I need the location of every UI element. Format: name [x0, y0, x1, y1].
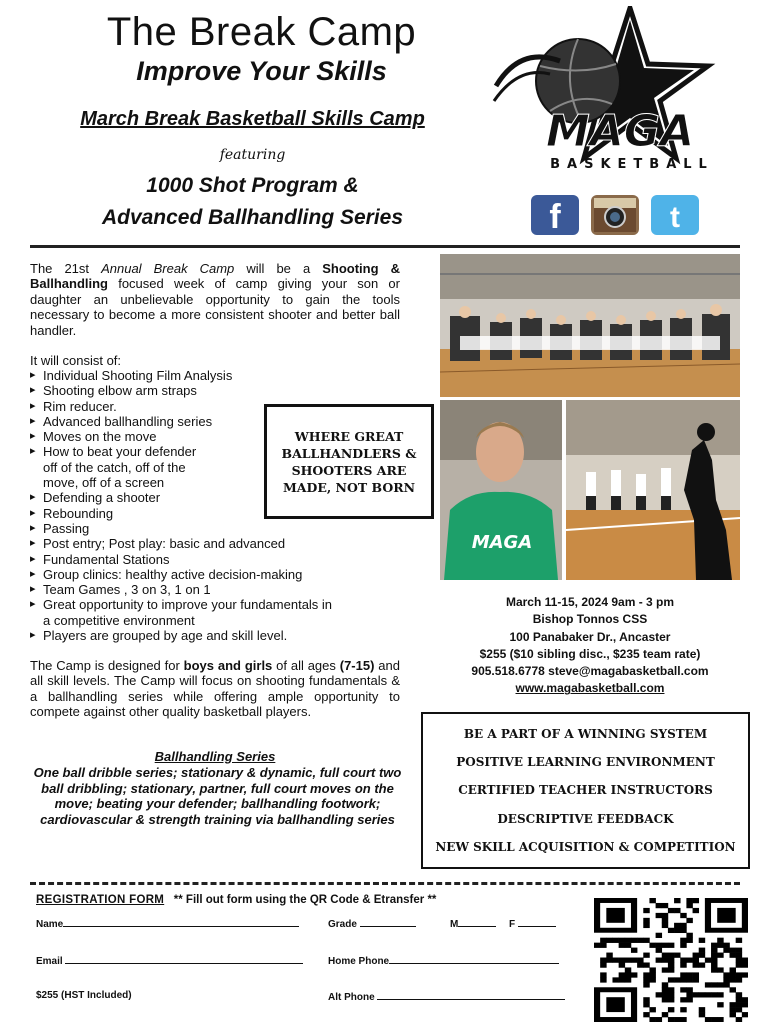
registration-note: ** Fill out form using the QR Code & Etransfer **: [173, 894, 437, 906]
qr-module: [723, 982, 729, 987]
feature-item: BE A PART OF A WINNING SYSTEM: [463, 727, 708, 742]
qr-module: [693, 992, 699, 997]
qr-module: [668, 953, 674, 958]
list-item: [30, 368, 332, 383]
qr-module: [686, 997, 692, 1002]
qr-module: [649, 967, 655, 972]
qr-module: [643, 923, 649, 928]
motto-callout: [264, 404, 434, 519]
qr-module: [649, 977, 655, 982]
qr-module: [686, 958, 692, 963]
logo-text: MAGA: [545, 106, 695, 157]
qr-module: [674, 928, 680, 933]
qr-module: [631, 958, 637, 963]
motto-line: WHERE GREAT: [294, 428, 404, 444]
camp-contact: 905.518.6778 steve@magabasketball.com: [471, 664, 709, 679]
list-item: [30, 552, 332, 567]
qr-module: [711, 1017, 717, 1022]
alt-phone-field[interactable]: [328, 990, 565, 1003]
qr-module: [637, 958, 643, 963]
desc-audience: boys and girls: [183, 658, 273, 673]
list-item-text: ▸ Great opportunity to improve your fundamentals in: [43, 597, 333, 613]
qr-module: [723, 972, 729, 977]
qr-module: [717, 953, 723, 958]
qr-module: [643, 972, 649, 977]
f-label: F: [509, 919, 516, 930]
qr-module: [674, 1017, 680, 1022]
qr-module: [662, 918, 668, 923]
qr-module: [606, 938, 612, 943]
motto-line: MADE, NOT BORN: [282, 479, 416, 495]
qr-module: [612, 977, 618, 982]
camp-info: [430, 594, 750, 698]
qr-module: [705, 992, 711, 997]
qr-module: [699, 962, 705, 967]
qr-module: [680, 987, 686, 992]
qr-module: [625, 938, 631, 943]
motto-line: SHOOTERS ARE: [291, 462, 407, 478]
intro-text: The 21st: [30, 261, 102, 276]
qr-module: [717, 1017, 723, 1022]
qr-module: [625, 958, 631, 963]
qr-module: [631, 938, 637, 943]
qr-module: [662, 903, 668, 908]
svg-text:t: t: [670, 201, 680, 234]
feature-item: CERTIFIED TEACHER INSTRUCTORS: [458, 783, 713, 798]
qr-code[interactable]: [594, 898, 748, 1022]
consist-label: It will consist of:: [30, 353, 122, 368]
qr-module: [680, 962, 686, 967]
ballhandling-text: One ball dribble series; stationary & dynamic, full court two ball dribbling; stationary, partner, full court moves on the move; beating your defender; ballhandling footwork; cardiovascular & strength training via ballhandling series: [33, 765, 402, 827]
features-box: [421, 712, 750, 869]
qr-module: [643, 982, 649, 987]
camp-dates: March 11-15, 2024 9am - 3 pm: [505, 595, 675, 609]
list-item: [30, 536, 332, 551]
qr-module: [619, 938, 625, 943]
list-item-text: ▸ Team Games , 3 on 3, 1 on 1: [43, 582, 211, 598]
grade-label: Grade: [328, 919, 357, 930]
qr-module: [662, 913, 668, 918]
list-item: [30, 582, 332, 597]
qr-module: [668, 928, 674, 933]
qr-module: [668, 1007, 674, 1012]
email-label: Email: [36, 956, 63, 967]
qr-module: [736, 977, 742, 982]
qr-module: [736, 1007, 742, 1012]
coach-photo: [440, 400, 562, 580]
qr-module: [723, 977, 729, 982]
qr-module: [600, 972, 606, 977]
maga-basketball-logo: [490, 6, 750, 176]
qr-module: [656, 948, 662, 953]
qr-module: [619, 977, 625, 982]
intro-text: focused week of camp giving your son or daughter an unbelievable opportunity to gain the tools necessary to become a more consistent shooter and better ball handler.: [30, 276, 400, 338]
email-field[interactable]: [36, 954, 303, 967]
m-label: M: [450, 919, 459, 930]
home-phone-label: Home Phone: [328, 956, 390, 967]
instagram-icon[interactable]: [591, 195, 639, 235]
qr-module: [736, 1002, 742, 1007]
qr-module: [619, 943, 625, 948]
qr-module: [742, 1012, 748, 1017]
camp-venue: Bishop Tonnos CSS: [532, 612, 648, 627]
qr-module: [680, 928, 686, 933]
qr-module: [668, 992, 674, 997]
ballhandling-title: Ballhandling Series: [154, 749, 276, 764]
qr-module: [717, 992, 723, 997]
qr-module: [649, 943, 655, 948]
intro-focus: Shooting & Ballhandling: [30, 261, 400, 292]
qr-module: [730, 1002, 736, 1007]
qr-module: [656, 992, 662, 997]
qr-module: [643, 977, 649, 982]
qr-module: [711, 962, 717, 967]
qr-module: [680, 938, 686, 943]
list-item-text: ▸ Individual Shooting Film Analysis: [43, 368, 233, 383]
camp-name: March Break Basketball Skills Camp: [80, 108, 425, 130]
qr-module: [736, 953, 742, 958]
qr-module: [736, 972, 742, 977]
qr-module: [606, 908, 624, 923]
qr-module: [643, 962, 649, 967]
qr-module: [631, 972, 637, 977]
qr-module: [699, 1012, 705, 1017]
qr-module: [662, 997, 668, 1002]
alt-phone-label: Alt Phone: [328, 992, 375, 1003]
group-photo: [440, 254, 740, 397]
qr-module: [693, 953, 699, 958]
qr-module: [693, 908, 699, 913]
qr-module: [625, 967, 631, 972]
program-line-1: 1000 Shot Program &: [146, 174, 359, 197]
qr-module: [668, 977, 674, 982]
qr-module: [699, 948, 705, 953]
action-photo: [566, 400, 740, 580]
qr-module: [643, 908, 649, 913]
qr-module: [674, 977, 680, 982]
qr-module: [693, 977, 699, 982]
qr-module: [668, 943, 674, 948]
registration-title: REGISTRATION FORM: [36, 894, 165, 906]
qr-module: [736, 948, 742, 953]
qr-module: [668, 962, 674, 967]
list-item: [30, 521, 332, 536]
qr-module: [717, 943, 723, 948]
list-item-text: ▸ Players are grouped by age and skill level.: [43, 628, 288, 644]
list-item-text: off of the catch, off of the: [43, 459, 186, 475]
qr-module: [730, 967, 736, 972]
qr-module: [662, 992, 668, 997]
program-line-2: Advanced Ballhandling Series: [101, 206, 404, 229]
camp-price: $255 ($10 sibling disc., $235 team rate): [479, 646, 701, 661]
shirt-logo: MAGA: [471, 532, 533, 553]
qr-module: [736, 997, 742, 1002]
qr-module: [600, 958, 606, 963]
svg-text:f: f: [549, 198, 561, 235]
qr-module: [662, 982, 668, 987]
qr-module: [711, 953, 717, 958]
qr-module: [711, 982, 717, 987]
qr-module: [693, 962, 699, 967]
qr-module: [643, 953, 649, 958]
home-phone-field[interactable]: [328, 954, 559, 967]
intro-camp-name: Annual Break Camp: [101, 261, 235, 276]
list-item-text: ▸ Post entry; Post play: basic and advanced: [43, 536, 286, 552]
qr-module: [711, 958, 717, 963]
qr-module: [686, 977, 692, 982]
page-subtitle: Improve Your Skills: [136, 56, 387, 86]
qr-module: [662, 943, 668, 948]
qr-module: [730, 948, 736, 953]
qr-module: [680, 1007, 686, 1012]
qr-module: [674, 953, 680, 958]
list-item-text: ▸ Rebounding: [43, 505, 114, 521]
qr-module: [699, 1007, 705, 1012]
qr-module: [668, 958, 674, 963]
qr-module: [619, 962, 625, 967]
list-item-text: ▸ Rim reducer.: [43, 398, 117, 414]
qr-module: [625, 977, 631, 982]
desc-text: and all skill levels. The Camp will focus on shooting fundamentals & a ballhandling series while offering ample opportunity to compete against other quality basketball players.: [30, 658, 400, 720]
qr-module: [742, 1002, 748, 1007]
qr-module: [693, 898, 699, 903]
qr-module: [656, 903, 662, 908]
qr-module: [736, 1017, 742, 1022]
qr-module: [662, 987, 668, 992]
list-item-text: ▸ Fundamental Stations: [43, 551, 170, 567]
qr-module: [730, 1007, 736, 1012]
list-item-text: move, off of a screen: [43, 475, 165, 491]
qr-module: [686, 972, 692, 977]
qr-module: [680, 1017, 686, 1022]
qr-module: [699, 938, 705, 943]
qr-module: [723, 943, 729, 948]
qr-module: [705, 1017, 711, 1022]
qr-module: [668, 987, 674, 992]
qr-module: [637, 962, 643, 967]
fee-label: $255 (HST Included): [36, 990, 132, 1001]
qr-module: [742, 958, 748, 963]
qr-module: [643, 918, 649, 923]
page-title: The Break Camp: [106, 10, 417, 54]
qr-module: [730, 953, 736, 958]
qr-module: [711, 992, 717, 997]
qr-module: [717, 967, 723, 972]
qr-module: [625, 972, 631, 977]
qr-module: [600, 977, 606, 982]
qr-module: [674, 908, 680, 913]
list-item-text: ▸ How to beat your defender: [43, 444, 197, 460]
qr-module: [705, 958, 711, 963]
website-link[interactable]: www.magabasketball.com: [515, 681, 665, 696]
qr-module: [612, 958, 618, 963]
list-item: [30, 383, 332, 398]
qr-module: [686, 903, 692, 908]
qr-module: [619, 958, 625, 963]
qr-module: [662, 967, 668, 972]
qr-module: [612, 938, 618, 943]
gender-m-field[interactable]: [450, 917, 496, 930]
qr-module: [656, 1017, 662, 1022]
list-item-text: ▸ Moves on the move: [43, 429, 157, 445]
feature-item: DESCRIPTIVE FEEDBACK: [497, 811, 674, 826]
qr-module: [631, 948, 637, 953]
qr-module: [717, 1002, 723, 1007]
twitter-icon[interactable]: [651, 195, 699, 235]
name-label: Name: [36, 919, 64, 930]
qr-module: [643, 938, 649, 943]
qr-module: [619, 972, 625, 977]
list-item-text: ▸ Group clinics: healthy active decision-making: [43, 566, 303, 582]
camp-address: 100 Panabaker Dr., Ancaster: [509, 629, 671, 644]
qr-module: [736, 938, 742, 943]
qr-module: [668, 967, 674, 972]
qr-module: [680, 997, 686, 1002]
qr-module: [711, 948, 717, 953]
qr-module: [693, 972, 699, 977]
intro-text: will be a: [234, 261, 323, 276]
list-item: [30, 597, 332, 628]
qr-module: [643, 1012, 649, 1017]
logo-subtext: BASKETBALL: [550, 157, 714, 172]
qr-module: [742, 962, 748, 967]
qr-module: [668, 908, 674, 913]
qr-module: [742, 997, 748, 1002]
list-item-text: ▸ Passing: [43, 520, 90, 536]
qr-module: [662, 1012, 668, 1017]
qr-module: [699, 953, 705, 958]
qr-module: [674, 898, 680, 903]
qr-module: [686, 918, 692, 923]
registration-header: [36, 894, 436, 906]
qr-module: [662, 953, 668, 958]
qr-module: [742, 972, 748, 977]
list-item: [30, 567, 332, 582]
qr-module: [656, 943, 662, 948]
qr-module: [656, 913, 662, 918]
list-item-text: ▸ Shooting elbow arm straps: [43, 383, 197, 399]
desc-ages: (7-15): [339, 658, 375, 673]
qr-module: [705, 982, 711, 987]
qr-module: [717, 938, 723, 943]
qr-module: [717, 908, 735, 923]
qr-module: [680, 977, 686, 982]
qr-module: [649, 1007, 655, 1012]
qr-module: [606, 958, 612, 963]
qr-module: [686, 987, 692, 992]
qr-module: [693, 958, 699, 963]
qr-module: [686, 898, 692, 903]
qr-module: [680, 972, 686, 977]
grade-field[interactable]: [328, 917, 416, 930]
qr-module: [656, 933, 662, 938]
header-divider: [30, 245, 740, 248]
list-item: [30, 628, 332, 643]
qr-module: [730, 977, 736, 982]
qr-module: [606, 953, 612, 958]
qr-module: [736, 958, 742, 963]
qr-module: [662, 923, 668, 928]
qr-module: [649, 972, 655, 977]
qr-module: [699, 992, 705, 997]
featuring-label: featuring: [219, 147, 286, 163]
qr-module: [680, 913, 686, 918]
qr-module: [686, 938, 692, 943]
qr-module: [680, 943, 686, 948]
list-item-text: ▸ Advanced ballhandling series: [43, 413, 213, 429]
camp-description: [30, 658, 400, 720]
qr-module: [680, 958, 686, 963]
qr-module: [643, 997, 649, 1002]
qr-module: [668, 997, 674, 1002]
qr-module: [686, 933, 692, 938]
list-item-text: a competitive environment: [43, 612, 195, 628]
qr-module: [717, 982, 723, 987]
qr-module: [594, 943, 600, 948]
qr-module: [686, 992, 692, 997]
qr-module: [656, 958, 662, 963]
qr-module: [674, 923, 680, 928]
qr-module: [730, 1012, 736, 1017]
qr-module: [723, 948, 729, 953]
feature-item: POSITIVE LEARNING ENVIRONMENT: [456, 755, 715, 770]
feature-item: NEW SKILL ACQUISITION & COMPETITION: [435, 839, 736, 854]
qr-module: [606, 997, 624, 1012]
qr-module: [730, 987, 736, 992]
qr-module: [736, 962, 742, 967]
qr-module: [625, 943, 631, 948]
desc-text: of all ages: [272, 658, 340, 673]
qr-module: [680, 923, 686, 928]
cut-line: [30, 882, 740, 885]
name-field[interactable]: [36, 917, 299, 930]
desc-text: The Camp is designed for: [30, 658, 184, 673]
qr-module: [600, 938, 606, 943]
qr-module: [643, 1002, 649, 1007]
qr-module: [662, 958, 668, 963]
qr-module: [668, 1017, 674, 1022]
qr-module: [730, 972, 736, 977]
facebook-icon[interactable]: [531, 195, 579, 235]
qr-module: [600, 962, 606, 967]
list-item-text: ▸ Defending a shooter: [43, 490, 161, 506]
gender-f-field[interactable]: [509, 917, 556, 930]
qr-module: [637, 938, 643, 943]
motto-line: BALLHANDLERS &: [281, 445, 417, 461]
qr-module: [649, 1017, 655, 1022]
qr-module: [711, 967, 717, 972]
intro-paragraph: [30, 261, 400, 338]
qr-module: [711, 943, 717, 948]
qr-module: [736, 992, 742, 997]
qr-module: [600, 943, 606, 948]
qr-module: [649, 898, 655, 903]
